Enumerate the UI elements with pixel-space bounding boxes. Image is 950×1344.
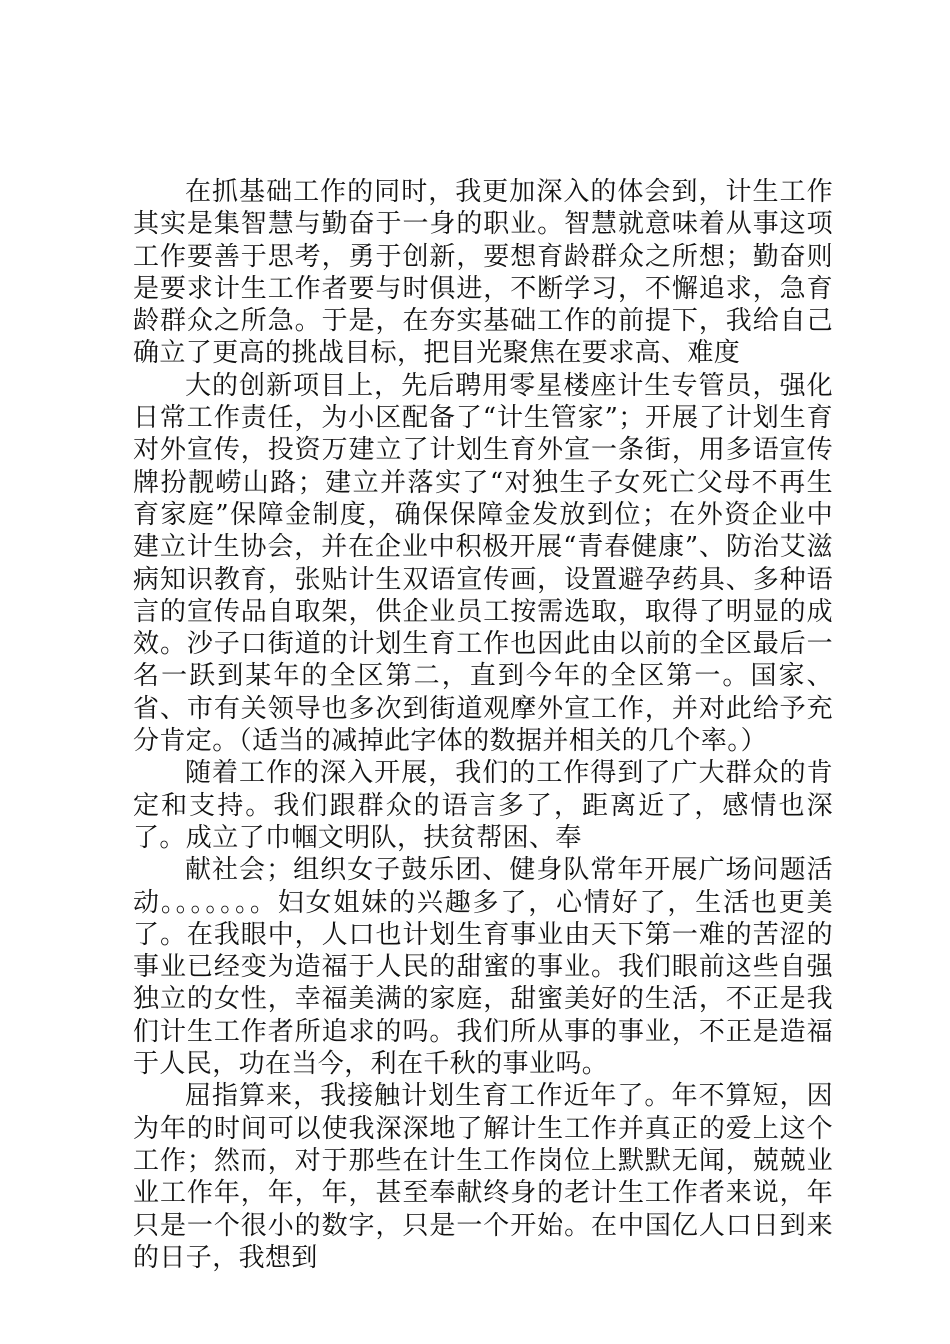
document-body [133,176,833,1274]
paragraph-2: 大的创新项目上，先后聘用零星楼座计生专管员，强化日常工作责任，为小区配备了“计生管家”；开展了计划生育对外宣传，投资万建立了计划生育外宣一条街，用多语宣传牌扮靓崂山路；建立并落实了“对独生子女死亡父母不再生育家庭”保障金制度，确保保障金发放到位；在外资企业中建立计生协会，并在企业中积极开展“青春健康”、防治艾滋病知识教育，张贴计生双语宣传画，设置避孕药具、多种语言的宣传品自取架，供企业员工按需选取，取得了明显的成效。沙子口街道的计划生育工作也因此由以前的全区最后一名一跃到某年的全区第二，直到今年的全区第一。国家、省、市有关领导也多次到街道观摩外宣工作，并对此给予充分肯定。（适当的减掉此字体的数据并相关的几个率。） [133,370,833,757]
paragraph-3: 随着工作的深入开展，我们的工作得到了广大群众的肯定和支持。我们跟群众的语言多了，距离近了，感情也深了。成立了巾帼文明队，扶贫帮困、奉 [133,758,833,853]
paragraph-1: 在抓基础工作的同时，我更加深入的体会到，计生工作其实是集智慧与勤奋于一身的职业。智慧就意味着从事这项工作要善于思考，勇于创新，要想育龄群众之所想；勤奋则是要求计生工作者要与时俱进，不断学习，不懈追求，急育龄群众之所急。于是，在夯实基础工作的前提下，我给自己确立了更高的挑战目标，把目光聚焦在要求高、难度 [133,177,833,369]
paragraph-5: 屈指算来，我接触计划生育工作近年了。年不算短，因为年的时间可以使我深深地了解计生工作并真正的爱上这个工作；然而，对于那些在计生工作岗位上默默无闻，兢兢业业工作年，年，年，甚至奉献终身的老计生工作者来说，年只是一个很小的数字，只是一个开始。在中国亿人口日到来的日子，我想到 [133,1081,833,1273]
paragraph-4: 献社会；组织女子鼓乐团、健身队常年开展广场问题活动。。。。。。。妇女姐妹的兴趣多了，心情好了，生活也更美了。在我眼中，人口也计划生育事业由天下第一难的苦涩的事业已经变为造福于人民的甜蜜的事业。我们眼前这些自强独立的女性，幸福美满的家庭，甜蜜美好的生活，不正是我们计生工作者所追求的吗。我们所从事的事业，不正是造福于人民，功在当今，利在千秋的事业吗。 [133,855,833,1080]
